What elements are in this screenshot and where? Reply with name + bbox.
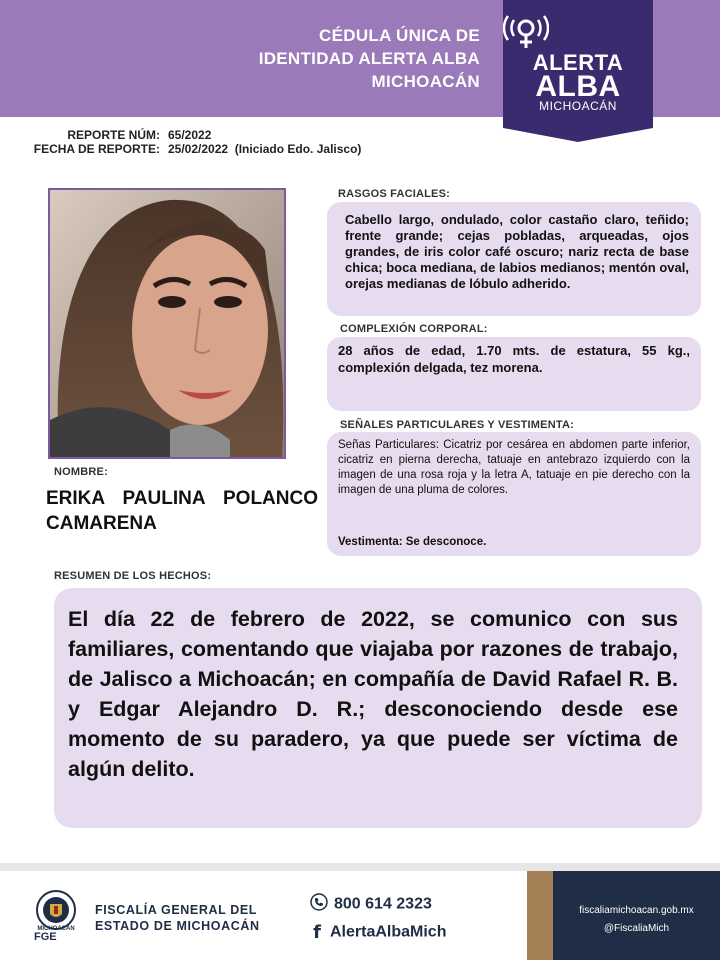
social-handle[interactable] xyxy=(310,922,446,943)
report-number-value: 65/2022 xyxy=(168,128,212,142)
hotline[interactable] xyxy=(310,893,432,916)
particular-signs-label: SEÑALES PARTICULARES Y VESTIMENTA: xyxy=(340,419,574,431)
org-line-2: ESTADO DE MICHOACÁN xyxy=(95,919,260,933)
social-handle-text: AlertaAlbaMich xyxy=(330,923,447,941)
particular-signs-text: Señas Particulares: Cicatriz por cesárea en abdomen parte inferior, cicatriz en pierna derecha, tatuaje en antebrazo izquierdo con la imagen de una rosa roja y la letra A, tatuaje en pie derecho con la imagen de una pluma de colores. xyxy=(338,439,690,496)
hotline-number: 800 614 2323 xyxy=(334,895,432,913)
fge-acronym: FGE xyxy=(34,931,57,943)
organization-name xyxy=(95,902,260,934)
emblem-caption: MICHOACÁN xyxy=(37,926,75,932)
alerta-alba-logo xyxy=(503,0,653,142)
footer-divider xyxy=(0,863,720,871)
report-date-label: FECHA DE REPORTE: xyxy=(33,142,160,156)
clothing-text: Vestimenta: Se desconoce. xyxy=(338,536,487,548)
body-build-text: 28 años de edad, 1.70 mts. de estatura, 55 kg., complexión delgada, tez morena. xyxy=(338,343,690,375)
person-name: ERIKA PAULINA POLANCO CAMARENA xyxy=(46,488,318,534)
summary-text: El día 22 de febrero de 2022, se comunico con sus familiares, comentando que viajaba por razones de trabajo, de Jalisco a Michoacán; en compañía de David Rafael R. B. y Edgar Alejandro D. R.; desconociendo desde ese momento de su paradero, ya que puede ser víctima de algún delito. xyxy=(68,607,678,781)
report-date-value: 25/02/2022 (Iniciado Edo. Jalisco) xyxy=(168,142,362,156)
facial-features-label: RASGOS FACIALES: xyxy=(338,188,450,200)
logo-word-michoacan: MICHOACÁN xyxy=(539,99,617,113)
logo-word-alba: ALBA xyxy=(535,70,621,103)
document-title xyxy=(160,24,480,93)
name-label: NOMBRE: xyxy=(54,466,108,478)
summary-label: RESUMEN DE LOS HECHOS: xyxy=(54,570,212,582)
facebook-icon: f xyxy=(313,922,321,943)
org-line-1: FISCALÍA GENERAL DEL xyxy=(95,903,258,917)
body-build-label: COMPLEXIÓN CORPORAL: xyxy=(340,323,488,335)
footer-accent-strip xyxy=(527,871,553,960)
twitter-handle[interactable]: @FiscaliaMich xyxy=(603,923,670,934)
title-line-3: MICHOACÁN xyxy=(371,72,480,91)
title-line-1: CÉDULA ÚNICA DE xyxy=(319,26,480,45)
website-link[interactable]: fiscaliamichoacan.gob.mx xyxy=(579,905,694,916)
footer-links xyxy=(553,904,720,936)
report-labels xyxy=(30,128,160,156)
logo-word-alerta: ALERTA xyxy=(532,50,624,75)
report-values xyxy=(168,128,361,156)
person-photo xyxy=(48,188,286,459)
report-number-label: REPORTE NÚM: xyxy=(67,128,160,142)
facial-features-text: Cabello largo, ondulado, color castaño claro, teñido; frente grande; cejas pobladas, arqueadas, ojos grandes, de iris color café oscuro; nariz recta de base chica; boca mediana, de labios medianos; mentón oval, orejas medianas de lóbulo adherido. xyxy=(345,212,689,291)
phone-icon xyxy=(310,893,328,916)
title-line-2: IDENTIDAD ALERTA ALBA xyxy=(258,49,480,68)
